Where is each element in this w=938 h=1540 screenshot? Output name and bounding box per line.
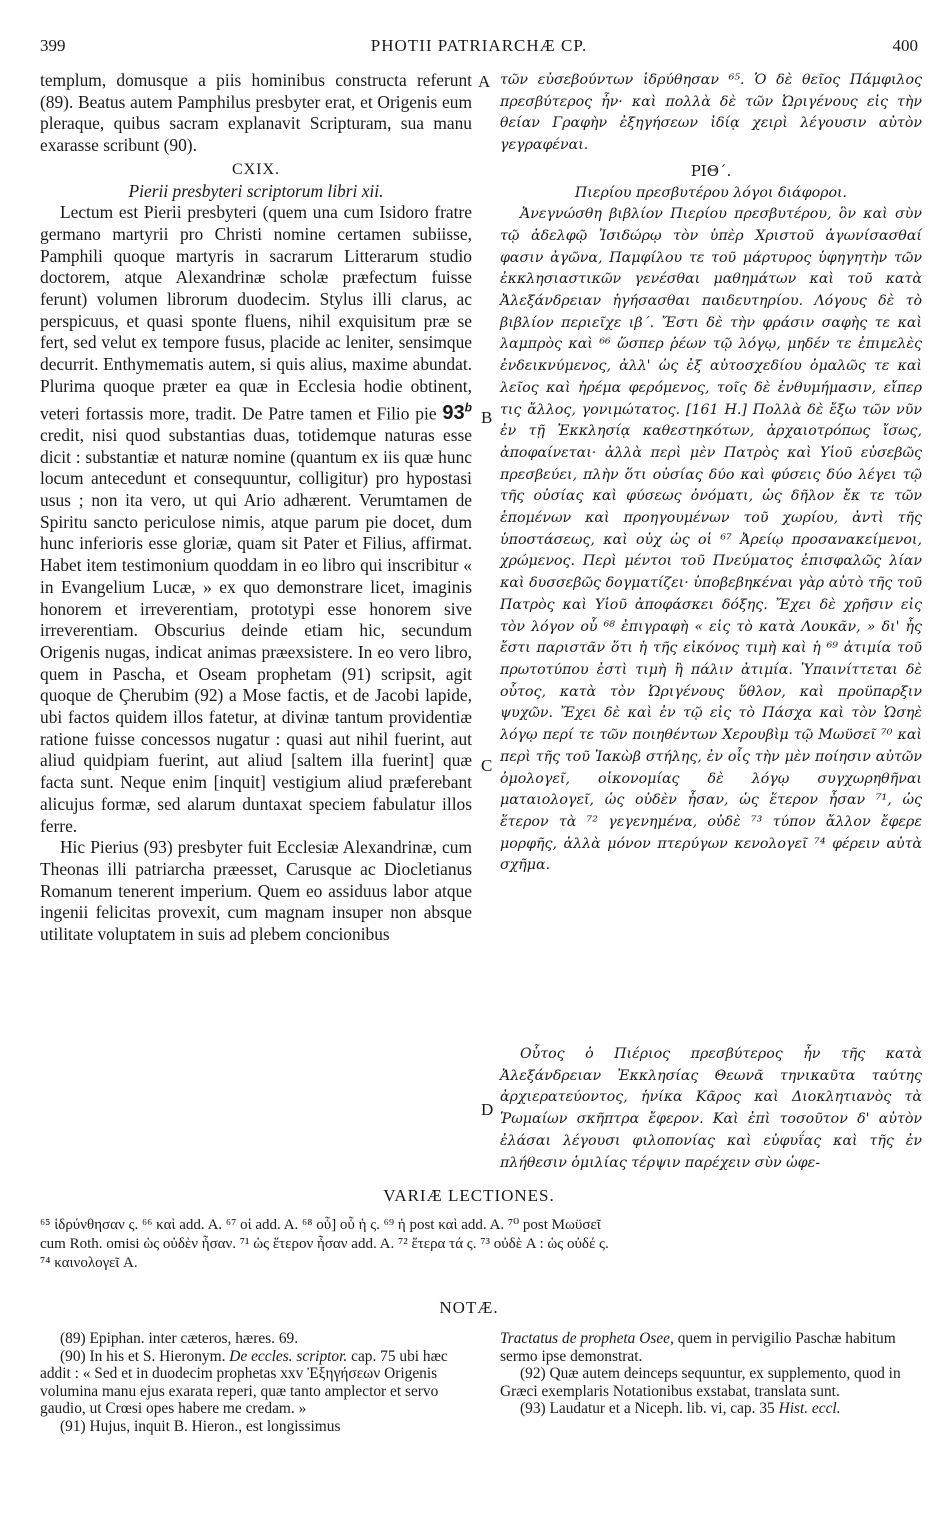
- greek-chapter-number: ΡΙΘ΄.: [690, 161, 732, 180]
- variant-line-1: ⁶⁵ ἱδρύνθησαν ς. ⁶⁶ καὶ add. A. ⁶⁷ οἱ add. A. ⁶⁸ οὗ] οὗ ἡ ς. ⁶⁹ ἡ post καὶ add. A. ⁷⁰ post Μωϋσεῖ: [40, 1217, 601, 1233]
- note-93-title: Hist. eccl.: [778, 1400, 841, 1418]
- greek-chapter-title: Πιερίου πρεσβυτέρου λόγοι διάφοροι.: [574, 184, 848, 201]
- latin-paragraph-3: Hic Pierius (93) presbyter fuit Ecclesiæ Alexandrinæ, cum Theonas illi patriarcha præesset, Carusque ac Diocletianus Romanum tenerent imperium. Quem eo assiduus labor atque ingenii felicitas provexit, cum magnam insuper non absque utilitate voluptatem in suis ad plebem concionibus: [40, 837, 472, 945]
- latin-paragraph-2: [40, 202, 472, 837]
- margin-marker-b: B: [481, 408, 493, 427]
- margin-marker-d: D: [481, 1100, 494, 1119]
- variae-heading: VARIÆ LECTIONES.: [383, 1186, 555, 1205]
- running-title: PHOTII PATRIARCHÆ CP.: [370, 36, 588, 55]
- latin-paragraph-2-part-a: Lectum est Pierii presbyteri (quem una cum Isidoro fratre germano martyrii pro Christi nomine certamen subiisse, Pamphili quoque martyris in sacrarum Litterarum studio doctorem, atque Alexandrinæ scholæ præfectum fuisse ferunt) volumen librorum duodecim. Stylus illi clarus, ac perspicuus, et quasi sponte fluens, nihil exquisitum præ se fert, sed velut ex tempore fusus, placide ac leniter, sensimque decurrit. Enthymematis autem, si quis alius, maxime abundat. Plurima quoque præter ea quæ in Ecclesia hodie obtinent, veteri fortassis more, tradit. De Patre tamen et Filio pie: [40, 202, 472, 424]
- latin-chapter-number: CXIX.: [231, 160, 281, 178]
- variant-readings: [40, 1216, 920, 1273]
- margin-marker-c: C: [481, 756, 493, 775]
- note-91: (91) Hujus, inquit B. Hieron., est longissimus: [60, 1417, 341, 1435]
- note-90-part-b: cap. 75 ubi hæc addit : « Sed et in duodecim prophetas xxv Ἐξηγήσεων Origenis volumina manu ejus exarata reperi, quæ tanto amplector et servo gaudio, ut Crœsi opes habere me credam. »: [40, 1347, 448, 1418]
- note-91-continued: [500, 1330, 922, 1365]
- greek-paragraph-3: Οὗτος ὁ Πιέριος πρεσβύτερος ἦν τῆς κατὰ Ἀλεξάνδρειαν Ἐκκλησίας Θεωνᾶ τηνικαῦτα ταύτης ἀρχιερατεύοντος, ἡνίκα Κᾶρος καὶ Διοκλητιανὸς τὰ Ῥωμαίων σκῆπτρα ἔφερον. Καὶ ἐπὶ τοσοῦτον δ' αὐτὸν ἐλάσαι λέγουσι φιλοπονίας καὶ εὐφυΐας καὶ τῆς ἐν πλήθεσιν ὁμιλίας τέρψιν παρέχειν σὺν ὠφε-: [500, 1046, 922, 1171]
- note-90-part-a: (90) In his et S. Hieronym.: [60, 1347, 226, 1365]
- note-93-part-a: (93) Laudatur et a Niceph. lib. vi, cap. 35: [520, 1400, 775, 1418]
- page-number-left: 399: [40, 36, 66, 55]
- greek-column: [500, 70, 922, 877]
- greek-column-continued: [500, 1044, 922, 1174]
- note-90-title: De eccles. scriptor.: [229, 1347, 348, 1365]
- variant-line-3: ⁷⁴ καινολογεῖ A.: [40, 1255, 138, 1271]
- column-number-suffix: b: [464, 400, 472, 415]
- greek-paragraph-1: τῶν εὐσεβούντων ἱδρύθησαν ⁶⁵. Ὁ δὲ θεῖος Πάμφιλος πρεσβύτερος ἦν· καὶ πολλὰ δὲ τῶν Ὠριγένους εἰς τὴν θείαν Γραφὴν ἐξηγήσεων ἰδίᾳ χειρὶ λέγουσιν αὐτὸν γεγραφέναι.: [500, 72, 922, 154]
- note-91-title: Tractatus de propheta Osee,: [500, 1330, 674, 1347]
- variant-line-2: cum Roth. omisi ὡς οὐδὲν ἦσαν. ⁷¹ ὡς ἕτερον ἦσαν add. A. ⁷² ἕτερα τά ς. ⁷³ οὐδὲ A : ὡς οὐδέ ς.: [40, 1236, 609, 1252]
- notes-right-column: [500, 1330, 922, 1418]
- notae-heading: NOTÆ.: [439, 1298, 499, 1317]
- latin-paragraph-1: templum, domusque a piis hominibus constructa referunt (89). Beatus autem Pamphilus presbyter erat, et Origenis eum pleraque, quibus sacram explanavit Scripturam, sua manu exarasse scribunt (90).: [40, 70, 472, 156]
- column-number-93b: [442, 402, 472, 424]
- greek-paragraph-2: Ἀνεγνώσθη βιβλίον Πιερίου πρεσβυτέρου, ὃν καὶ σὺν τῷ ἀδελφῷ Ἰσιδώρῳ τὸν ὑπὲρ Χριστοῦ ἀγωνίσασθαί φασιν ἀγῶνα, Παμφίλου τε τοῦ μάρτυρος ὑφηγητὴν τῶν ἐκκλησιαστικῶν γενέσθαι μαθημάτων καὶ τοῦ κατὰ Ἀλεξάνδρειαν ἡγήσασθαι παιδευτηρίου. Λόγους δὲ τὸ βιβλίον περιεῖχε ιβ΄. Ἔστι δὲ τὴν φράσιν σαφὴς τε καὶ λαμπρὸς καὶ ⁶⁶ ὥσπερ ῥέων τῷ λόγῳ, μηδέν τε ἐπιμελὲς ἐνδεικνύμενος, ἀλλ' ὡς ἐξ αὐτοσχεδίου ὁμαλῶς τε καὶ λεῖος καὶ ἠρέμα φερόμενος, τοῖς δὲ ἐνθυμήμασιν, εἴπερ τις ἄλλος, γονιμώτατος. [161 H.] Πολλὰ δὲ ἔξω τῶν νῦν ἐν τῇ Ἐκκλησίᾳ καθεστηκότων, ἀρχαιοτρόπως ἴσως, ἀποφαίνεται· ἀλλὰ περὶ μὲν Πατρὸς καὶ Υἱοῦ εὐσεβῶς πρεσβεύει, πλὴν ὅτι οὐσίας δύο καὶ φύσεις δύο λέγει τῷ τῆς οὐσίας καὶ φύσεως ὀνόματι, ὡς δῆλον ἔκ τε τῶν ἑπομένων καὶ προηγουμένων τοῦ χωρίου, ἀντὶ τῆς ὑποστάσεως, καὶ οὐχ ὡς οἱ ⁶⁷ Ἀρείῳ προσανακείμενοι, χρώμενος. Περὶ μέντοι τοῦ Πνεύματος ἐπισφαλῶς λίαν καὶ δυσσεβῶς δογματίζει· ὑποβεβηκέναι γὰρ αὐτὸ τῆς τοῦ Πατρὸς καὶ Υἱοῦ ἀποφάσκει δόξης. Ἔχει δὲ χρῆσιν εἰς τὸν λόγον οὗ ⁶⁸ ἐπιγραφὴ « εἰς τὸ κατὰ Λουκᾶν, » δι' ἧς ἔστι παριστᾶν ὅτι ἡ τῆς εἰκόνος τιμὴ καὶ ἡ ⁶⁹ ἀτιμία τοῦ πρωτοτύπου ἐστὶ τιμὴ ἢ πάλιν ἀτιμία. Ὑπαινίττεται δὲ οὗτος, κατὰ τὸν Ὠριγένους ὕθλον, καὶ προϋπαρξιν ψυχῶν. Ἔχει δὲ καὶ ἐν τῷ εἰς τὸ Πάσχα καὶ τὸν Ὡσηὲ λόγῳ περί τε τῶν ποιηθέντων Χερουβὶμ τῷ Μωϋσεῖ ⁷⁰ καὶ περὶ τῆς τοῦ Ἰακὼβ στήλης, ἐν οἷς τὴν μὲν ποίησιν αὐτῶν ὁμολογεῖ, οἰκονομίας δὲ λόγῳ συγχωρηθῆναι ματαιολογεῖ, ὡς οὐδὲν ἦσαν, ὡς ἕτερον ἦσαν ⁷¹, ὡς ἕτερον τὰ ⁷² γεγενημένα, οὐδὲ ⁷³ τύπον ἄλλον ἔφερε μορφῆς, ἀλλὰ μόνον πτερύγων κενολογεῖ ⁷⁴ φέρειν αὐτὰ σχῆμα.: [500, 206, 922, 874]
- page-number-right: 400: [892, 36, 918, 55]
- column-number: 93: [442, 402, 465, 425]
- note-91-rest: quem in pervigilio Paschæ habitum sermo ipse demonstrat.: [500, 1330, 896, 1365]
- latin-chapter-title: Pierii presbyteri scriptorum libri xii.: [128, 180, 384, 201]
- note-89: (89) Epiphan. inter cæteros, hæres. 69.: [60, 1330, 299, 1347]
- page-header: [40, 36, 918, 62]
- margin-marker-a: A: [478, 72, 491, 91]
- note-90: [40, 1348, 472, 1418]
- notes-left-column: [40, 1330, 472, 1436]
- note-92: (92) Quæ autem deinceps sequuntur, ex supplemento, quod in Græci exemplaris Notationibus exstabat, translata sunt.: [500, 1365, 901, 1400]
- latin-column: [40, 70, 472, 946]
- latin-paragraph-2-part-b: credit, nisi quod substantias duas, totidemque naturas esse dicit : substantiæ et naturæ nomine (quantum ex iis quæ hunc locum antecedunt et consequuntur, colligitur) pro hypostasi usus ; non ita vero, ut qui Ario adhærent. Verumtamen de Spiritu sancto periculose nimis, atque parum pie docet, dum hunc inferioris esse gloriæ, quam sit Pater et Filius, affirmat. Habet item testimonium quoddam in eo libro qui inscribitur « in Evangelium Lucæ, » ex quo demonstrare licet, imaginis honorem et irreverentiam, prototypi esse honorem sive irreverentiam. Obscurius deinde etiam hic, secundum Origenis nugas, indicat animas præexsistere. In eo vero libro, quem in Pascha, et Oseam prophetam (91) scripsit, agit quoque de Çherubim (92) a Mose factis, et de Jacobi lapide, ubi factos quidem illos fatetur, at divinæ tantum providentiæ ratione fuisse concessos nugatur : quasi aut nihil fuerint, aut aliud quidpiam fuerint, aut aliud [saltem illa fuerint] quæ facta sunt. Neque enim [inquit] vestigium aliud præferebant alicujus formæ, sed alarum duntaxat speciem fabulatur illos ferre.: [40, 424, 472, 836]
- note-93: [500, 1400, 922, 1418]
